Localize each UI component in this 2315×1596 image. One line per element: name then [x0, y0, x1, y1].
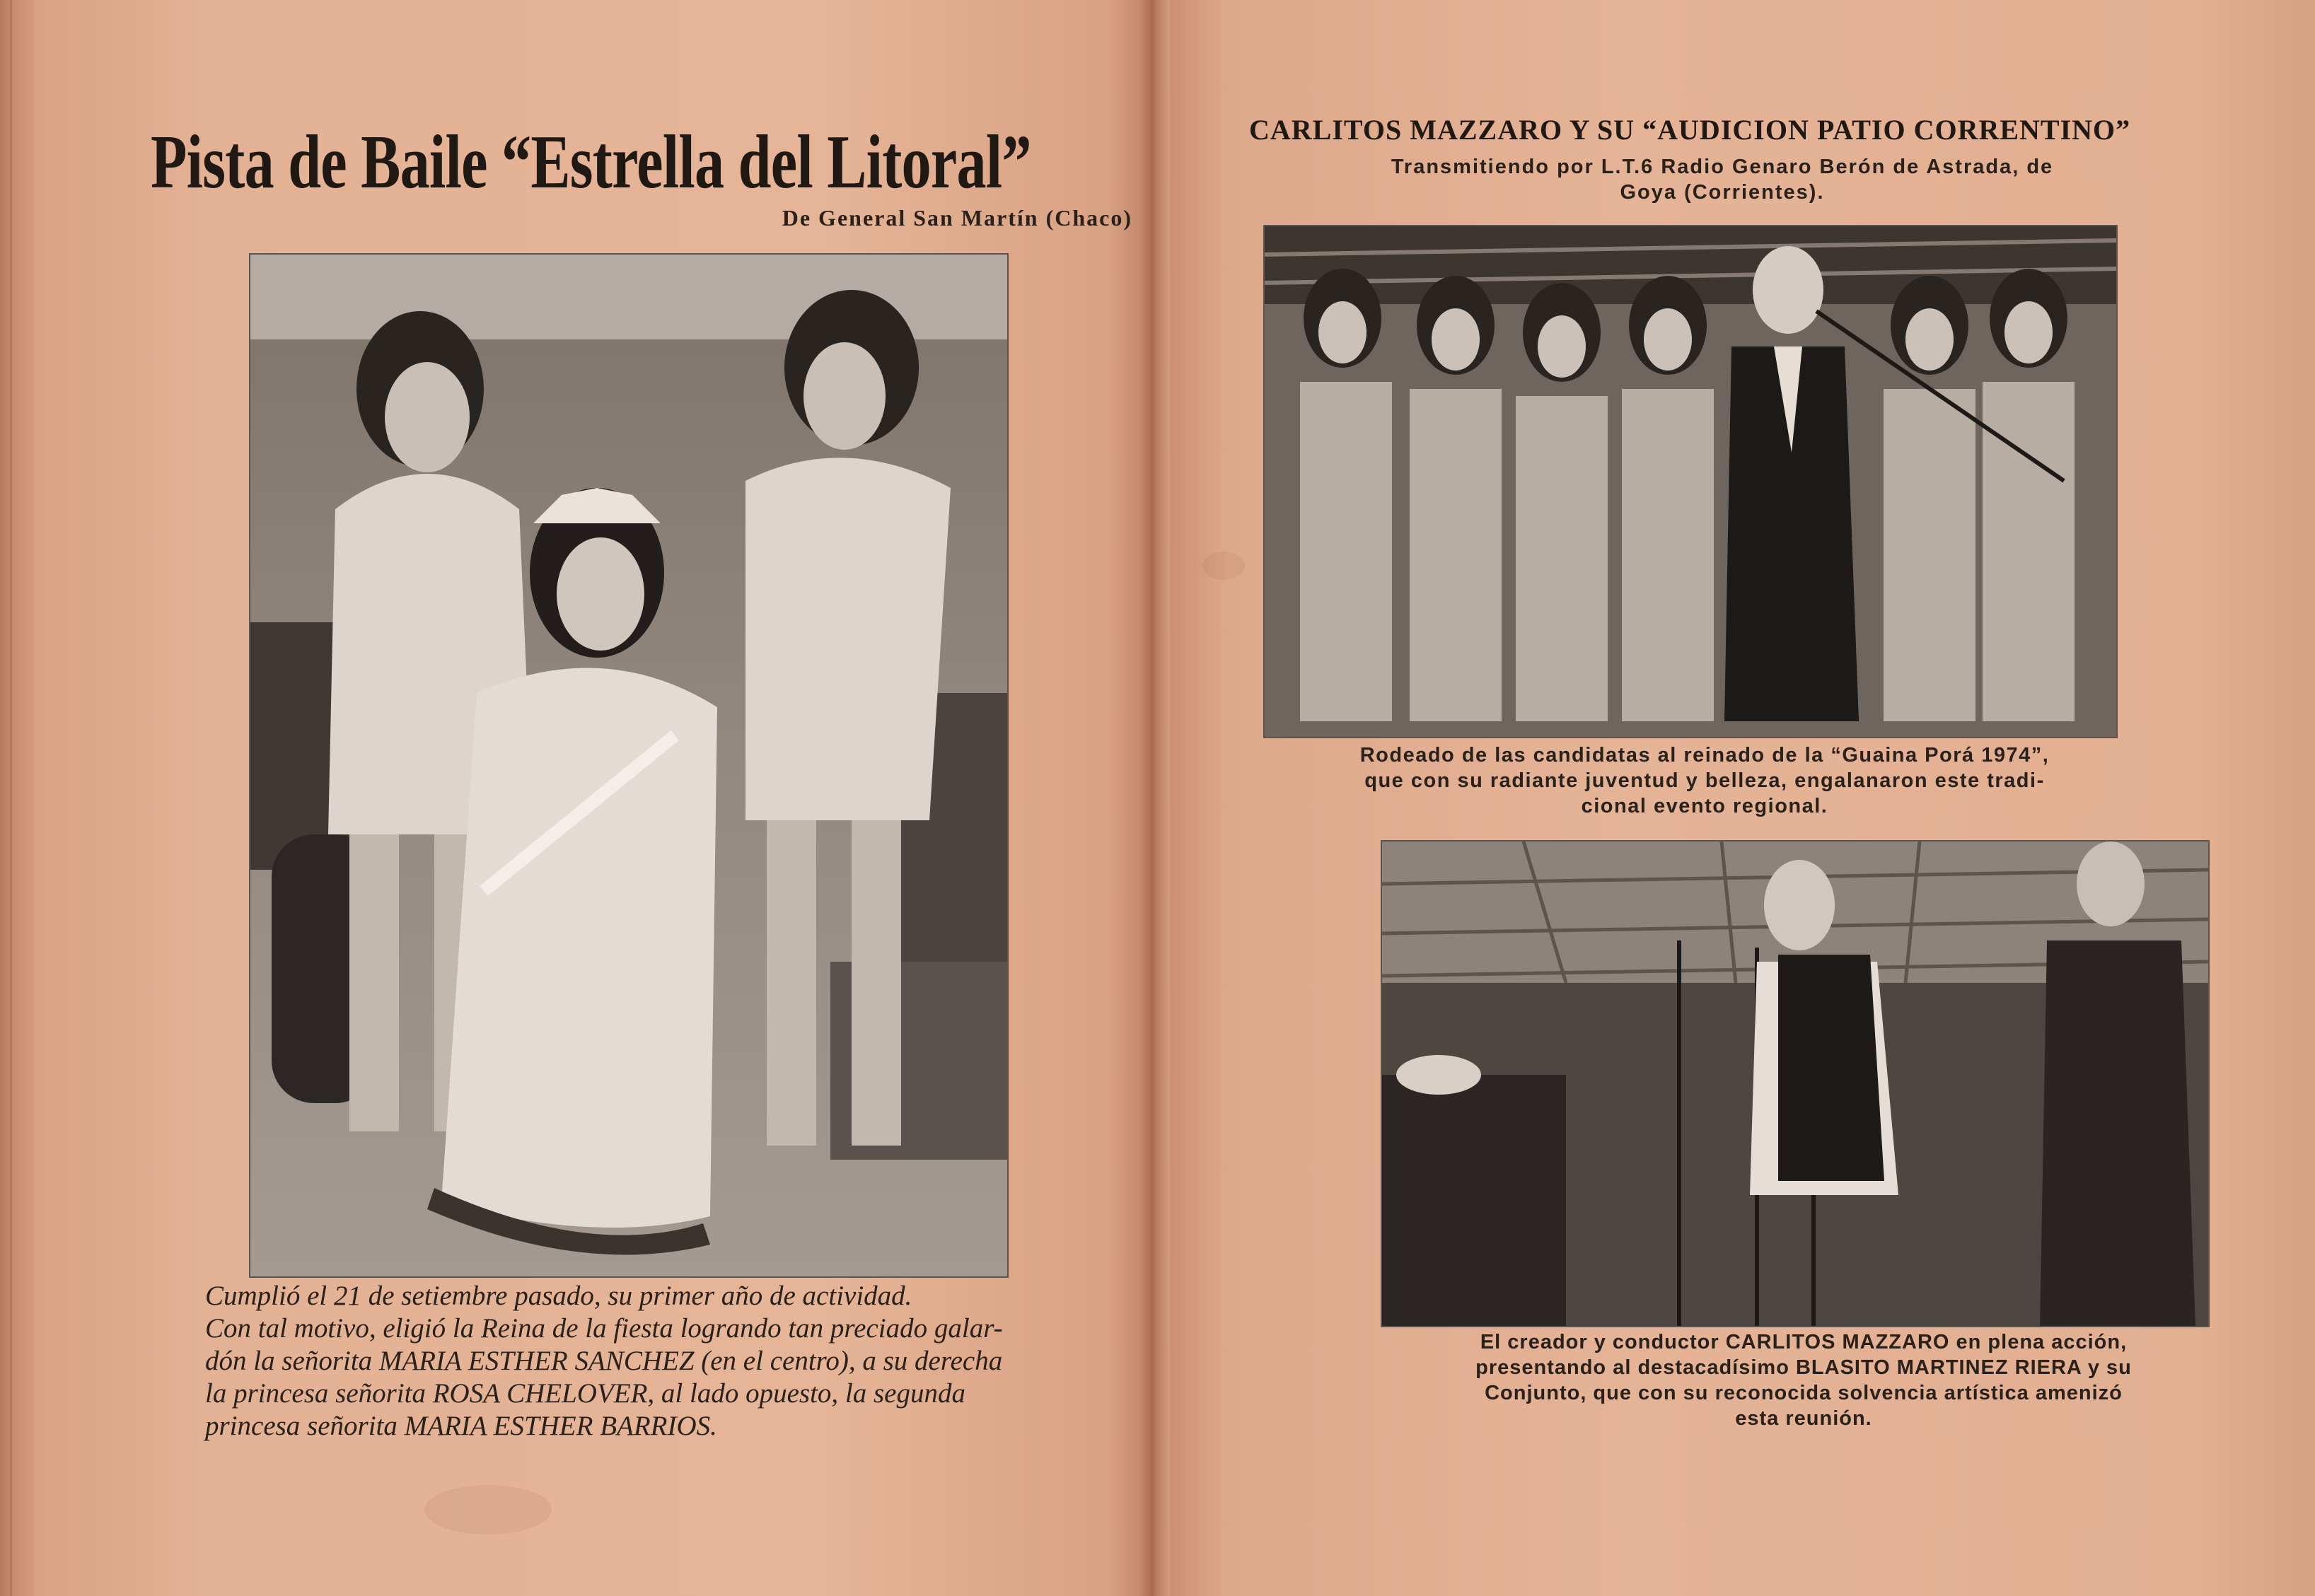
queen-photo-caption — [205, 1280, 1118, 1443]
caption-line: dón la señorita MARIA ESTHER SANCHEZ (en el centro), a su derecha — [205, 1346, 1003, 1376]
caption-line: que con su radiante juventud y belleza, engalanaron este tradi- — [1364, 769, 2045, 792]
article-subtitle — [1330, 154, 2115, 205]
caption-line: presentando al destacadísimo BLASITO MARTINEZ RIERA y su — [1475, 1356, 2132, 1379]
article-title: CARLITOS MAZZARO Y SU “AUDICION PATIO CORRENTINO” — [1249, 114, 2131, 146]
location-subhead: De General San Martín (Chaco) — [782, 205, 1132, 231]
candidates-photo-image — [1265, 226, 2116, 737]
caption-line: esta reunión. — [1735, 1407, 1872, 1430]
paper-stain — [1202, 552, 1245, 580]
performance-photo-caption — [1408, 1329, 2200, 1431]
caption-line: Con tal motivo, eligió la Reina de la fiesta logrando tan preciado galar- — [205, 1313, 1003, 1344]
caption-line: El creador y conductor CARLITOS MAZZARO en plena acción, — [1480, 1331, 2128, 1353]
caption-line: Conjunto, que con su reconocida solvencia artística amenizó — [1485, 1382, 2123, 1404]
page-gutter — [1139, 0, 1170, 1596]
caption-line: la princesa señorita ROSA CHELOVER, al lado opuesto, la segunda — [205, 1378, 965, 1409]
queen-photo — [249, 253, 1009, 1278]
caption-line: cional evento regional. — [1581, 795, 1828, 817]
page-title: Pista de Baile “Estrella del Litoral” — [151, 120, 1031, 204]
book-edge — [0, 0, 34, 1596]
caption-line: Rodeado de las candidatas al reinado de la “Guaina Porá 1974”, — [1359, 744, 2050, 767]
caption-line: princesa señorita MARIA ESTHER BARRIOS. — [205, 1411, 717, 1441]
subtitle-line: Goya (Corrientes). — [1620, 181, 1825, 204]
paper-stain — [424, 1485, 552, 1534]
subtitle-line: Transmitiendo por L.T.6 Radio Genaro Berón de Astrada, de — [1391, 156, 2054, 178]
performance-photo — [1381, 840, 2210, 1327]
candidates-photo-caption — [1294, 742, 2115, 819]
candidates-photo — [1263, 225, 2118, 738]
performance-photo-image — [1382, 841, 2208, 1326]
caption-line: Cumplió el 21 de setiembre pasado, su primer año de actividad. — [205, 1281, 912, 1311]
queen-photo-image — [250, 255, 1007, 1276]
